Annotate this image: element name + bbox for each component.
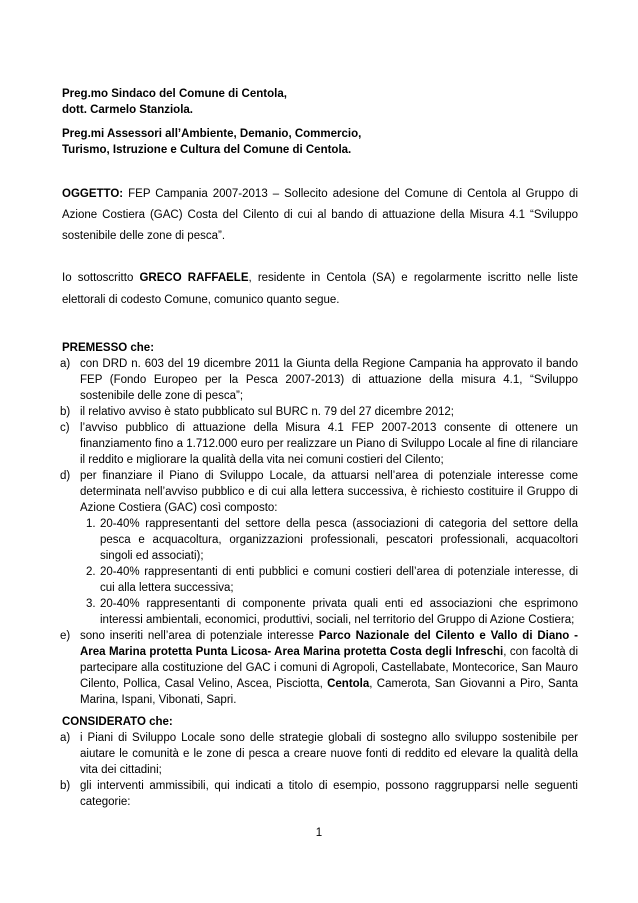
list-marker: c) — [60, 422, 70, 434]
municipality-centola: Centola — [327, 678, 370, 690]
list-item-text: l’avviso pubblico di attuazione della Misura 4.1 FEP 2007-2013 consente di ottenere un finanziamento fino a 1.712.000 euro per realizzare un Piano di Sviluppo Locale al fine di rilanciare il reddito e migliorare la qualità della vita nei comuni costieri del Cilento; — [80, 422, 578, 466]
text-run: sono inseriti nell’area di potenziale interesse — [80, 630, 319, 642]
document-page — [62, 86, 578, 810]
addressee-line: Preg.mi Assessori all’Ambiente, Demanio, Commercio, — [62, 128, 362, 140]
considerato-heading: CONSIDERATO che: — [62, 716, 173, 728]
premesso-list — [62, 356, 578, 516]
list-marker: e) — [60, 630, 71, 642]
list-item-text — [72, 628, 578, 708]
text-run: , con facoltà di partecipare alla costituzione del GAC i comuni di Agropoli, Castellabate, Montecorice, San Mauro Cilento, Pollica, Casal Velino, Ascea, Pisciotta, — [80, 646, 578, 690]
list-item-text: per finanziare il Piano di Sviluppo Locale, da attuarsi nell’area di potenziale interesse come determinata nell’avviso pubblico e di cui alla lettera successiva, è richiesto costituire il Gruppo di Azione Costiera (GAC) così composto: — [80, 470, 578, 514]
list-marker: a) — [60, 358, 71, 370]
list-item — [62, 356, 578, 404]
signer-name: GRECO RAFFAELE — [139, 272, 249, 284]
list-item-text: 20-40% rappresentanti del settore della pesca (associazioni di categoria del settore della pesca e acquacoltura, organizzazioni professionali, pescatori professionali, acquacoltori singoli ed associati); — [100, 518, 578, 562]
list-item — [62, 778, 578, 810]
subject-text: FEP Campania 2007-2013 – Sollecito adesione del Comune di Centola al Gruppo di Azione Costiera (GAC) Costa del Cilento di cui al bando di attuazione della Misura 4.1 “Sviluppo sostenibile delle zone di pesca”. — [62, 188, 578, 242]
addressee-line: Preg.mo Sindaco del Comune di Centola, — [62, 88, 287, 100]
list-item-text: con DRD n. 603 del 19 dicembre 2011 la Giunta della Regione Campania ha approvato il bando FEP (Fondo Europeo per la Pesca 2007-2013) di attuazione della misura 4.1, “Sviluppo sostenibile delle zone di pesca”; — [80, 358, 578, 402]
intro-before: Io sottoscritto — [62, 272, 140, 284]
subject-paragraph — [62, 184, 578, 247]
list-item — [62, 468, 578, 516]
list-item — [62, 420, 578, 468]
gac-composition-list — [62, 516, 578, 628]
subject-label: OGGETTO: — [62, 188, 124, 200]
list-marker: a) — [60, 732, 71, 744]
list-item — [62, 516, 578, 564]
page-number: 1 — [315, 827, 323, 839]
list-item-text: 20-40% rappresentanti di componente privata quali enti ed associazioni che esprimono interessi ambientali, economici, produttivi, sociali, nel territorio del Gruppo di Azione Costiera; — [100, 598, 578, 626]
list-item-text: 20-40% rappresentanti di enti pubblici e comuni costieri dell’area di potenziale interesse, di cui alla lettera successiva; — [100, 566, 578, 594]
list-marker: b) — [60, 406, 71, 418]
intro-paragraph — [62, 267, 578, 311]
list-marker: b) — [60, 780, 71, 792]
addressee-mayor — [62, 86, 578, 118]
considerato-list — [62, 730, 578, 810]
addressee-line: Turismo, Istruzione e Cultura del Comune di Centola. — [62, 144, 352, 156]
intro-after: , residente in Centola (SA) e regolarmente iscritto nelle liste elettorali di codesto Comune, comunico quanto segue. — [62, 272, 578, 306]
list-item — [62, 564, 578, 596]
list-item — [62, 404, 578, 420]
premesso-list-continued — [62, 628, 578, 708]
list-item — [62, 730, 578, 778]
addressee-councillors — [62, 126, 578, 158]
list-marker: 3. — [86, 598, 96, 610]
list-item-text: il relativo avviso è stato pubblicato sul BURC n. 79 del 27 dicembre 2012; — [80, 406, 454, 418]
premesso-heading: PREMESSO che: — [62, 342, 155, 354]
list-marker: 2. — [86, 566, 96, 578]
addressee-line: dott. Carmelo Stanziola. — [62, 104, 193, 116]
list-item — [62, 628, 578, 708]
text-run: , Camerota, San Giovanni a Piro, Santa Marina, Ispani, Vibonati, Sapri. — [80, 678, 579, 706]
list-item — [62, 596, 578, 628]
list-marker: d) — [60, 470, 71, 482]
list-item-text: i Piani di Sviluppo Locale sono delle strategie globali di sostegno allo sviluppo sostenibile per aiutare le comunità e le zone di pesca a creare nuove fonti di reddito ed elevare la qualità della vita dei cittadini; — [80, 732, 578, 776]
list-marker: 1. — [86, 518, 96, 530]
protected-areas: Parco Nazionale del Cilento e Vallo di Diano - Area Marina protetta Punta Licosa- Area Marina protetta Costa degli Infreschi — [80, 630, 578, 658]
list-item-text: gli interventi ammissibili, qui indicati a titolo di esempio, possono raggrupparsi nelle seguenti categorie: — [80, 780, 578, 808]
